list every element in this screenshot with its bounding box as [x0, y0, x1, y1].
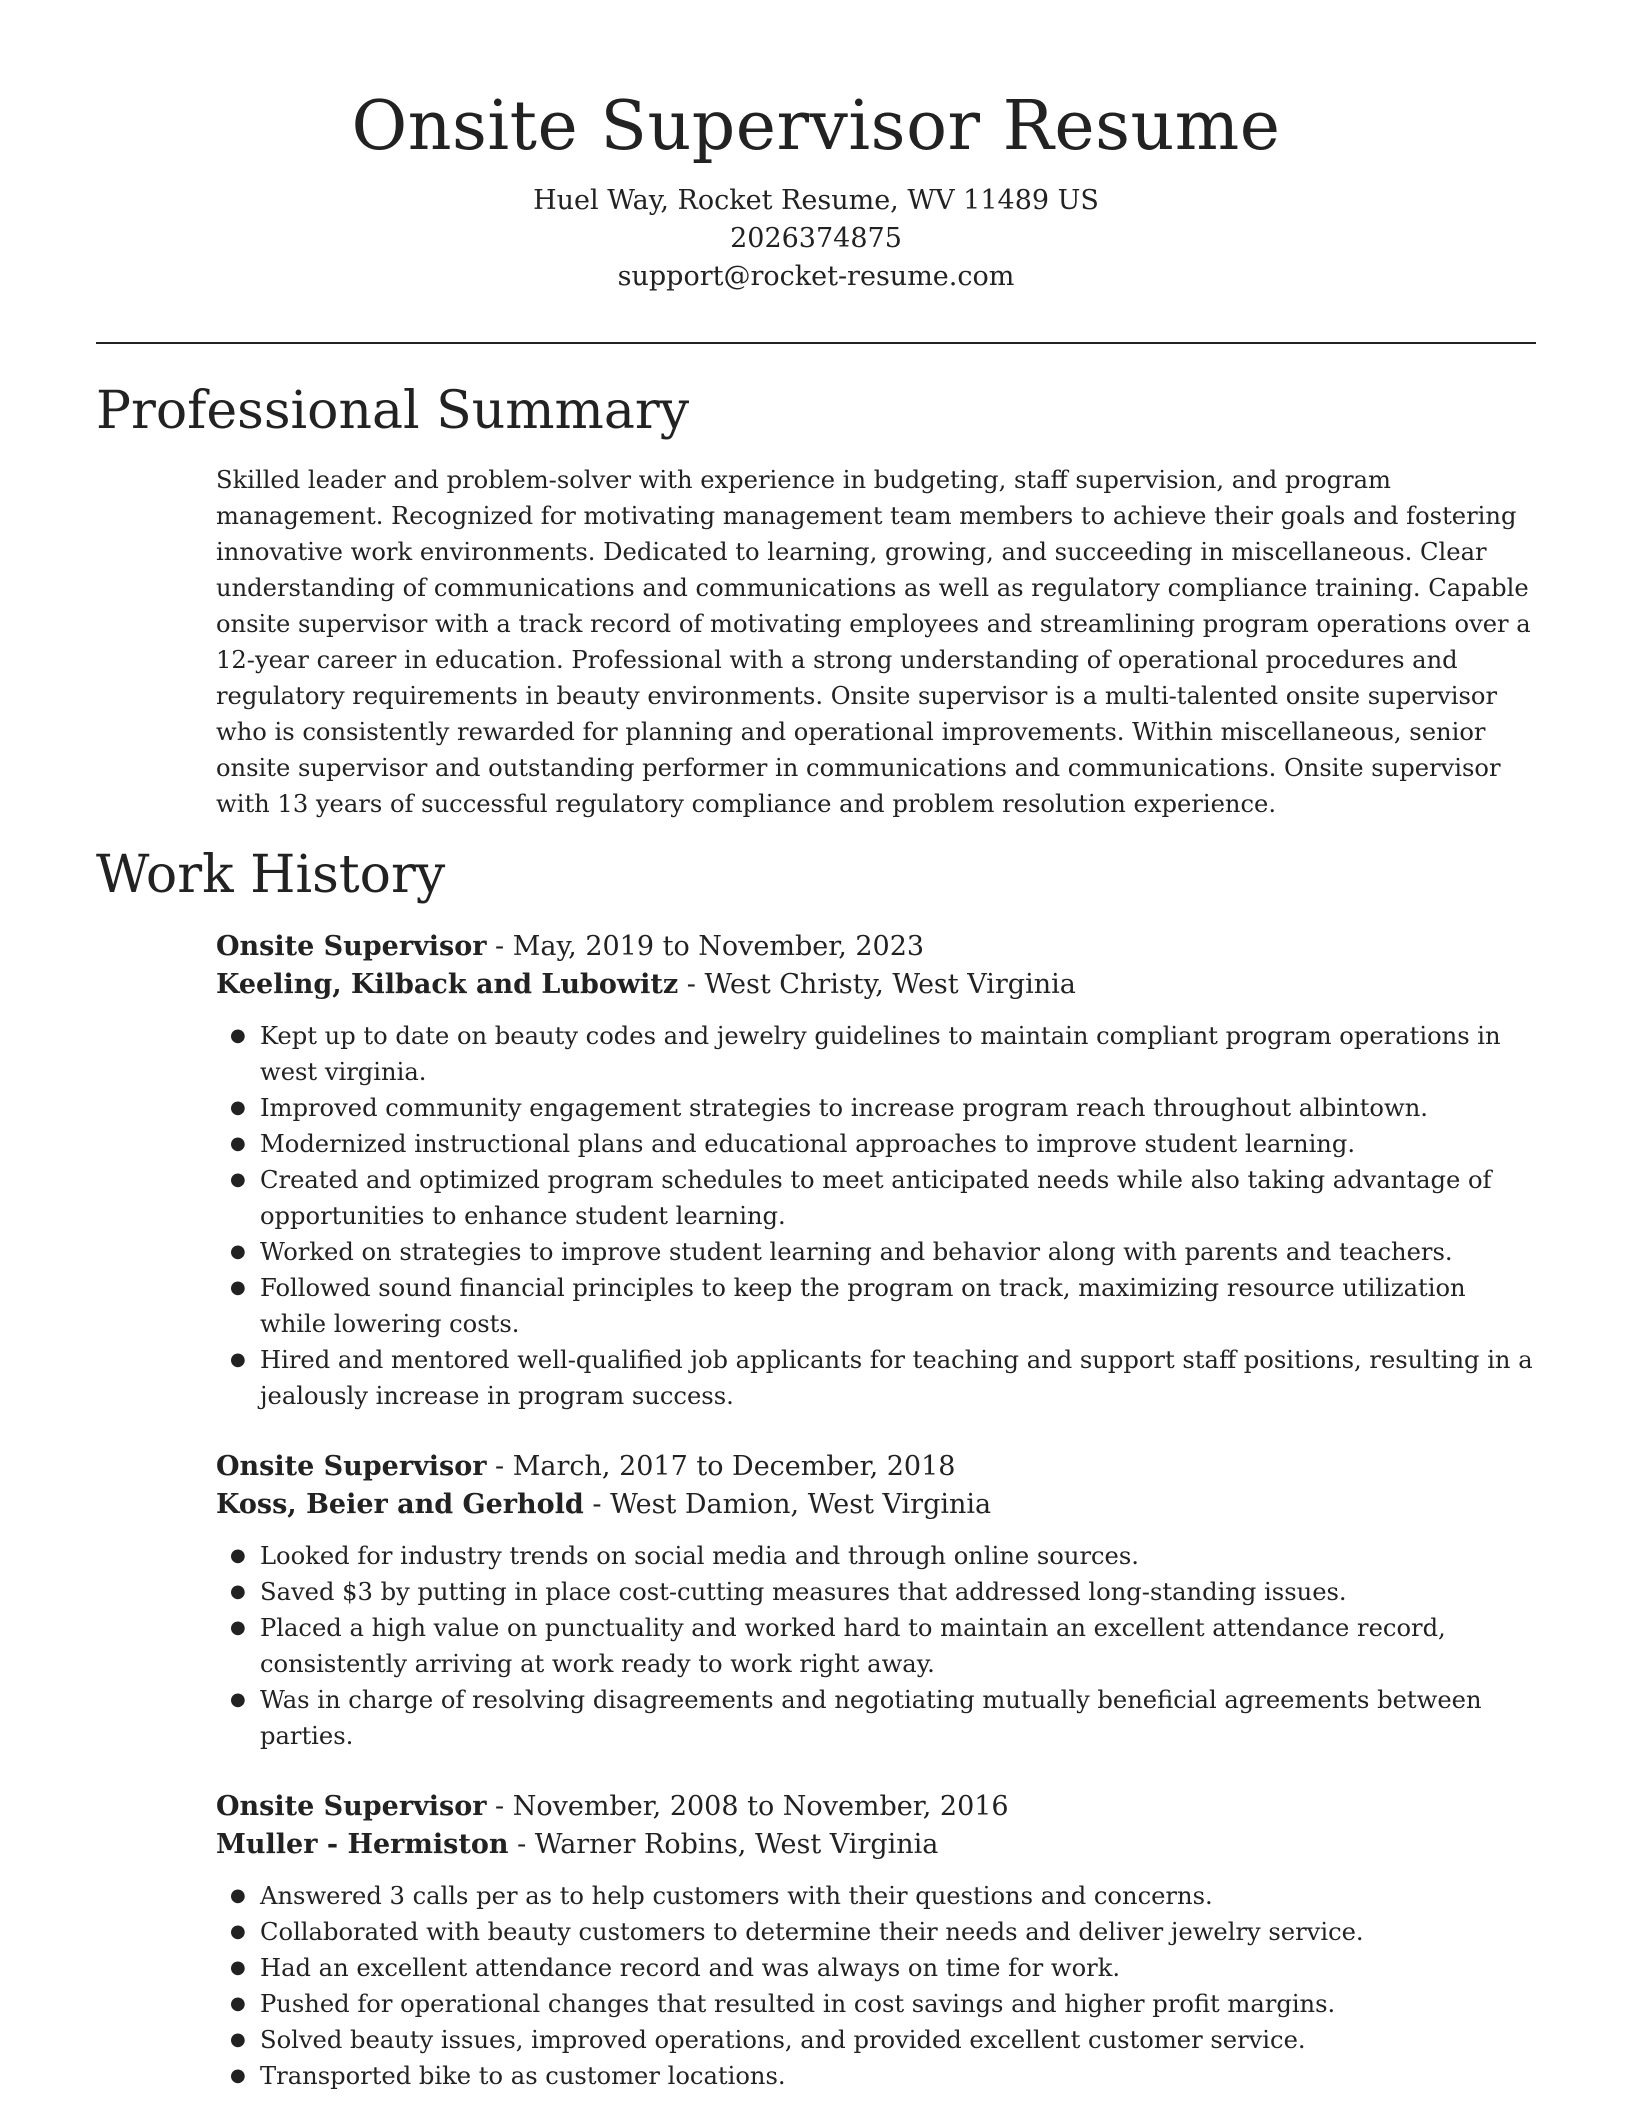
job-bullet: ● Improved community engagement strategies to increase program reach throughout albintown. [260, 1090, 1536, 1126]
job-bullet: ● Answered 3 calls per as to help customers with their questions and concerns. [260, 1878, 1536, 1914]
work-history-heading: Work History [96, 845, 446, 905]
bullet-dot-icon: ● [230, 2029, 246, 2050]
job-company-line [216, 1486, 1536, 1524]
job-location: - West Damion, West Virginia [583, 1489, 992, 1520]
contact-address: Huel Way, Rocket Resume, WV 11489 US [533, 185, 1099, 216]
job-bullet: ● Hired and mentored well-qualified job applicants for teaching and support staff positions, resulting in a jealously increase in program success. [260, 1342, 1536, 1414]
job-bullet: ● Looked for industry trends on social media and through online sources. [260, 1538, 1536, 1574]
job-company: Keeling, Kilback and Lubowitz [216, 969, 679, 1000]
summary-text: Skilled leader and problem-solver with experience in budgeting, staff supervision, and program management. Recognized for motivating management team members to achieve their goals and fostering innovative work environments. Dedicated to learning, growing, and succeeding in miscellaneous. Clear understanding of communications and communications as well as regulatory compliance training. Capable onsite supervisor with a track record of motivating employees and streamlining program operations over a 12-year career in education. Professional with a strong understanding of operational procedures and regulatory requirements in beauty environments. Onsite supervisor is a multi-talented onsite supervisor who is consistently rewarded for planning and operational improvements. Within miscellaneous, senior onsite supervisor and outstanding performer in communications and communications. Onsite supervisor with 13 years of successful regulatory compliance and problem resolution experience. [216, 466, 1531, 818]
contact-block [96, 182, 1536, 296]
job-company: Koss, Beier and Gerhold [216, 1489, 584, 1520]
bullet-dot-icon: ● [230, 2065, 246, 2086]
bullet-dot-icon: ● [230, 1617, 246, 1638]
job-entry [216, 1448, 1536, 1754]
job-bullet: ● Saved $3 by putting in place cost-cutting measures that addressed long-standing issues. [260, 1574, 1536, 1610]
job-bullet: ● Had an excellent attendance record and was always on time for work. [260, 1950, 1536, 1986]
job-company-line [216, 1826, 1536, 1864]
job-bullet: ● Created and optimized program schedules to meet anticipated needs while also taking advantage of opportunities to enhance student learning. [260, 1162, 1536, 1234]
bullet-dot-icon: ● [230, 1993, 246, 2014]
resume-header [96, 82, 1536, 296]
bullet-dot-icon: ● [230, 1097, 246, 1118]
job-bullet: ● Collaborated with beauty customers to determine their needs and deliver jewelry service. [260, 1914, 1536, 1950]
job-bullet: ● Pushed for operational changes that resulted in cost savings and higher profit margins. [260, 1986, 1536, 2022]
bullet-dot-icon: ● [230, 1277, 246, 1298]
job-title: Onsite Supervisor [216, 1791, 487, 1822]
job-bullet: ● Modernized instructional plans and educational approaches to improve student learning. [260, 1126, 1536, 1162]
job-bullets [216, 1538, 1536, 1754]
work-history-list [216, 928, 1536, 2128]
job-bullet: ● Worked on strategies to improve student learning and behavior along with parents and teachers. [260, 1234, 1536, 1270]
bullet-dot-icon: ● [230, 1241, 246, 1262]
job-bullets [216, 1878, 1536, 2094]
job-dates: - November, 2008 to November, 2016 [486, 1791, 1009, 1822]
contact-phone: 2026374875 [730, 223, 902, 254]
bullet-dot-icon: ● [230, 1169, 246, 1190]
job-title-line [216, 1788, 1536, 1826]
bullet-dot-icon: ● [230, 1349, 246, 1370]
job-bullet: ● Was in charge of resolving disagreements and negotiating mutually beneficial agreements between parties. [260, 1682, 1536, 1754]
job-title-line [216, 928, 1536, 966]
bullet-dot-icon: ● [230, 1921, 246, 1942]
job-bullet: ● Kept up to date on beauty codes and jewelry guidelines to maintain compliant program operations in west virginia. [260, 1018, 1536, 1090]
bullet-dot-icon: ● [230, 1957, 246, 1978]
job-entry [216, 928, 1536, 1414]
bullet-dot-icon: ● [230, 1689, 246, 1710]
job-bullet: ● Solved beauty issues, improved operations, and provided excellent customer service. [260, 2022, 1536, 2058]
job-location: - Warner Robins, West Virginia [508, 1829, 939, 1860]
resume-title: Onsite Supervisor Resume [351, 87, 1281, 166]
contact-email: support@rocket-resume.com [617, 261, 1015, 292]
job-title: Onsite Supervisor [216, 1451, 487, 1482]
job-bullet: ● Followed sound financial principles to keep the program on track, maximizing resource utilization while lowering costs. [260, 1270, 1536, 1342]
header-divider [96, 342, 1536, 344]
job-location: - West Christy, West Virginia [678, 969, 1076, 1000]
bullet-dot-icon: ● [230, 1545, 246, 1566]
job-title-line [216, 1448, 1536, 1486]
bullet-dot-icon: ● [230, 1581, 246, 1602]
job-dates: - March, 2017 to December, 2018 [486, 1451, 956, 1482]
job-company-line [216, 966, 1536, 1004]
bullet-dot-icon: ● [230, 1133, 246, 1154]
job-bullets [216, 1018, 1536, 1414]
bullet-dot-icon: ● [230, 1885, 246, 1906]
job-title: Onsite Supervisor [216, 931, 487, 962]
summary-heading: Professional Summary [96, 381, 690, 441]
job-entry [216, 1788, 1536, 2094]
job-company: Muller - Hermiston [216, 1829, 509, 1860]
job-dates: - May, 2019 to November, 2023 [486, 931, 925, 962]
job-bullet: ● Transported bike to as customer locations. [260, 2058, 1536, 2094]
job-bullet: ● Placed a high value on punctuality and worked hard to maintain an excellent attendance record, consistently arriving at work ready to work right away. [260, 1610, 1536, 1682]
bullet-dot-icon: ● [230, 1025, 246, 1046]
